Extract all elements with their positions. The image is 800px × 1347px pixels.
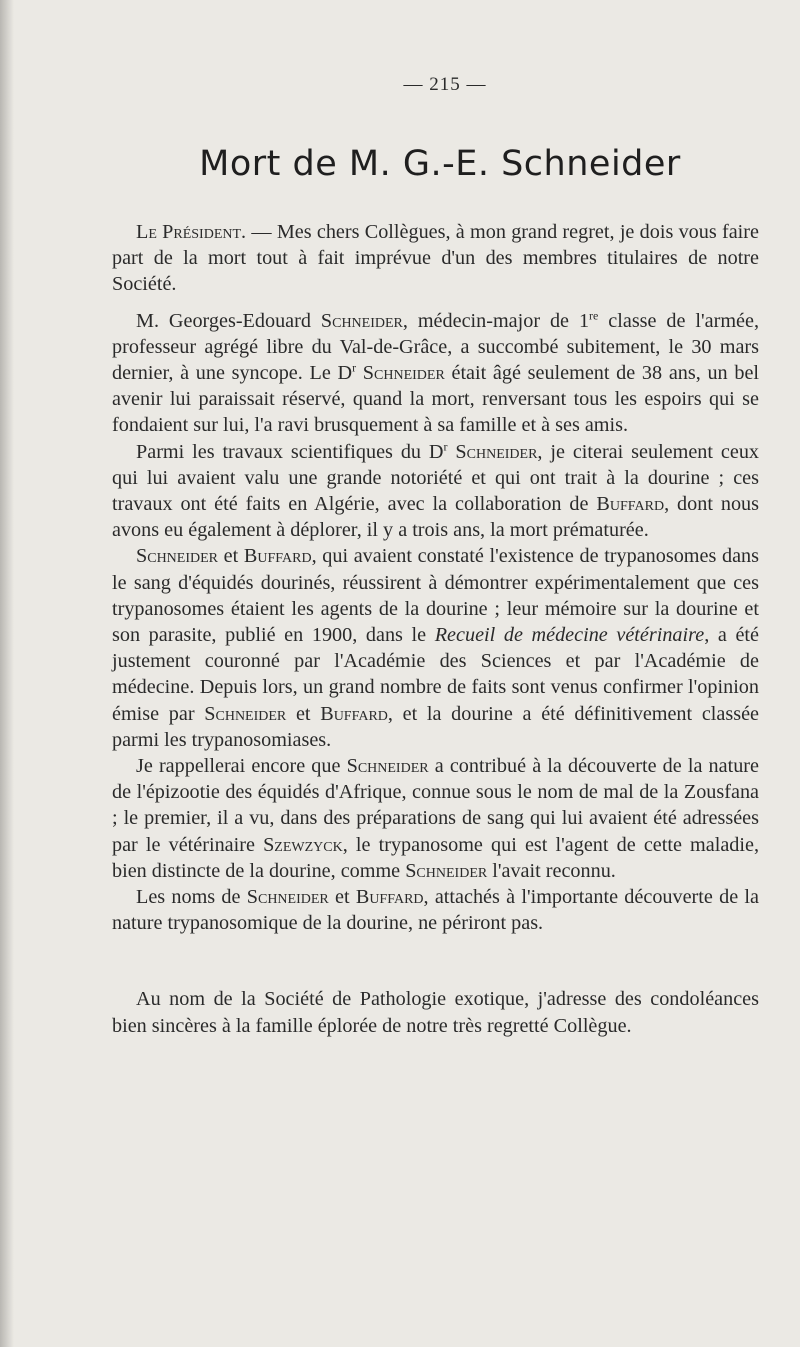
paragraph-1: Le Président. — Mes chers Collègues, à mon grand regret, je dois vous faire part de la mort tout à fait imprévue d'un des membres titulaires de notre Société.	[112, 221, 759, 296]
person-name: Buffard	[243, 545, 312, 568]
person-name: Schneider	[362, 362, 445, 385]
person-name: Szewzyck	[263, 833, 343, 856]
person-name: Buffard	[320, 702, 388, 725]
article-body	[112, 219, 759, 1039]
person-name: Schneider	[136, 545, 218, 568]
paragraph-3: Parmi les travaux scientifiques du $D^r$ Schneider, je citerai seulement ceux qui lui avaient valu une grande notoriété et qui ont trait à la dourine ; ces travaux ont été faits en Algérie, avec la collaboration de Buffard, dont nous avons eu également à déplorer, il y a trois ans, la mort prématurée.	[112, 438, 760, 542]
paragraph-2: M. Georges-Edouard Schneider, médecin-major de 1re classe de l'armée, professeur agrégé libre du Val-de-Grâce, a succombé subitement, le 30 mars dernier, à une syncope. Le $D^r$ Schneider était âgé seulement de 38 ans, un bel avenir lui paraissait réservé, quand la mort, renversant tous les espoirs qui se fondaient sur lui, l'a ravi brusquement à sa famille et à ses amis.	[112, 307, 760, 437]
paragraph-6: Les noms de Schneider et Buffard, attachés à l'importante découverte de la nature trypanosomique de la dourine, ne périront pas.	[112, 886, 760, 935]
paragraph-7: Au nom de la Société de Pathologie exotique, j'adresse des condoléances bien sincères à la famille éplorée de notre très regretté Collègue.	[112, 988, 759, 1037]
speaker-label: Le Président.	[136, 221, 247, 243]
person-name: Buffard	[355, 886, 424, 909]
article-title: Mort de M. G.-E. Schneider	[199, 144, 681, 184]
person-name: Schneider	[320, 309, 403, 332]
person-name: Schneider	[246, 886, 329, 909]
paragraph-4: Schneider et Buffard, qui avaient constaté l'existence de trypanosomes dans le sang d'équidés dourinés, réussirent à démontrer expérimentalement que ces trypanosomes étaient les agents de la dourine ; leur mémoire sur la dourine et son parasite, publié en 1900, dans le Recueil de médecine vétérinaire, a été justement couronné par l'Académie des Sciences et par l'Académie de médecine. Depuis lors, un grand nombre de faits sont venus confirmer l'opinion émise par Schneider et Buffard, et la dourine a été définitivement classée parmi les trypanosomiases.	[112, 545, 759, 751]
paragraph-5: Je rappellerai encore que Schneider a contribué à la découverte de la nature de l'épizootie des équidés d'Afrique, connue sous le nom de mal de la Zousfana ; le premier, il a vu, dans des préparations de sang qui lui avaient été adressées par le vétérinaire Szewzyck, le trypanosome qui est l'agent de cette maladie, bien distincte de la dourine, comme Schneider l'avait reconnu.	[112, 755, 759, 882]
person-name: Schneider	[405, 859, 488, 882]
person-name: Buffard	[596, 493, 665, 516]
journal-title: Recueil de médecine vétérinaire	[434, 624, 705, 647]
page-number: — 215 —	[403, 74, 487, 95]
person-name: Schneider	[204, 702, 287, 725]
person-name: Schneider	[455, 440, 538, 463]
book-spine-shadow	[0, 0, 14, 1347]
person-name: Schneider	[346, 755, 429, 778]
